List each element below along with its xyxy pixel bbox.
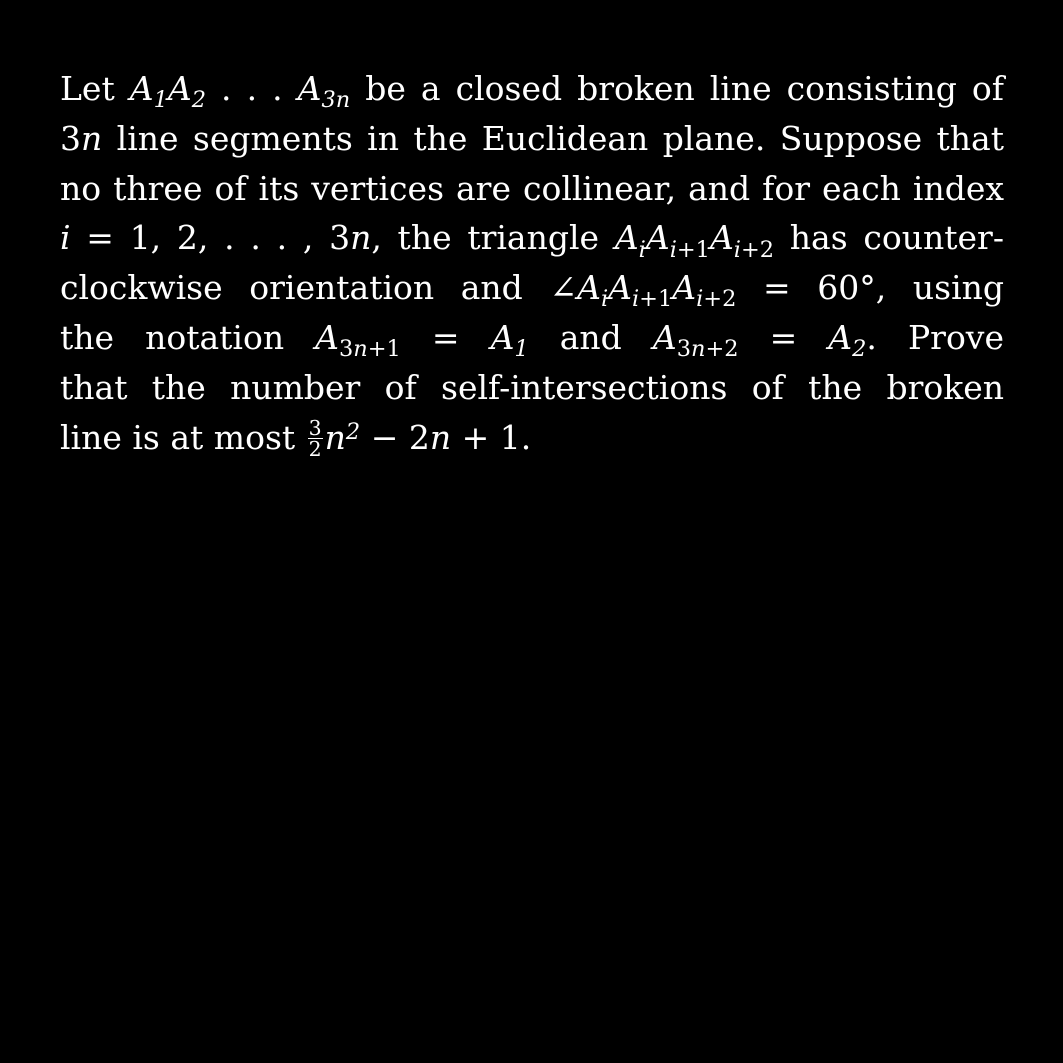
text-segment: be a closed broken line consisting of: [350, 69, 1005, 108]
problem-line-3: [60, 164, 1004, 214]
text-segment: line segments in the Euclidean plane. Suppose that: [102, 118, 1004, 158]
math-expression: $A_1A_2$ . . . $A_{3n}$: [129, 69, 351, 114]
text-segment: , using: [875, 268, 1005, 308]
text-segment: . Prove: [866, 317, 1004, 357]
problem-line-6: [60, 313, 1004, 363]
math-expression: i = 1, 2, . . . , 3n: [60, 218, 372, 258]
problem-line-2: [60, 114, 1004, 164]
math-expression: $\frac{3}{2}$ $n^2 - 2n + 1$: [308, 415, 521, 462]
text-segment: and: [528, 317, 653, 357]
problem-line-5: [60, 263, 1004, 313]
text-segment: that the number of self-intersections of the broken: [60, 367, 1004, 407]
problem-line-8: [60, 413, 1004, 463]
text-segment: clockwise orientation and: [60, 268, 550, 308]
fraction: $\frac{3}{2}$: [308, 415, 322, 462]
math-expression: $A_{3n+2} = A_2$: [652, 317, 867, 363]
text-segment: .: [520, 417, 532, 457]
text-segment: the notation: [60, 317, 316, 357]
problem-line-4: [60, 213, 1004, 263]
text-segment: has counter-: [774, 218, 1004, 258]
math-expression: $A_{3n+1} = A_1$: [315, 317, 529, 363]
problem-statement: [60, 64, 1004, 462]
math-expression: 3n: [60, 118, 103, 158]
problem-line-7: [60, 363, 1004, 413]
text-segment: line is at most: [60, 417, 306, 457]
math-expression: $\angle A_iA_{i+1}A_{i+2} = 60^\circ$: [549, 268, 876, 313]
text-segment: Let: [60, 69, 130, 108]
problem-line-1: [60, 64, 1004, 114]
text-segment: , the triangle: [371, 218, 615, 258]
text-segment: no three of its vertices are collinear, and for each index: [60, 168, 1004, 208]
math-expression: $A_iA_{i+1}A_{i+2}$: [614, 218, 775, 263]
